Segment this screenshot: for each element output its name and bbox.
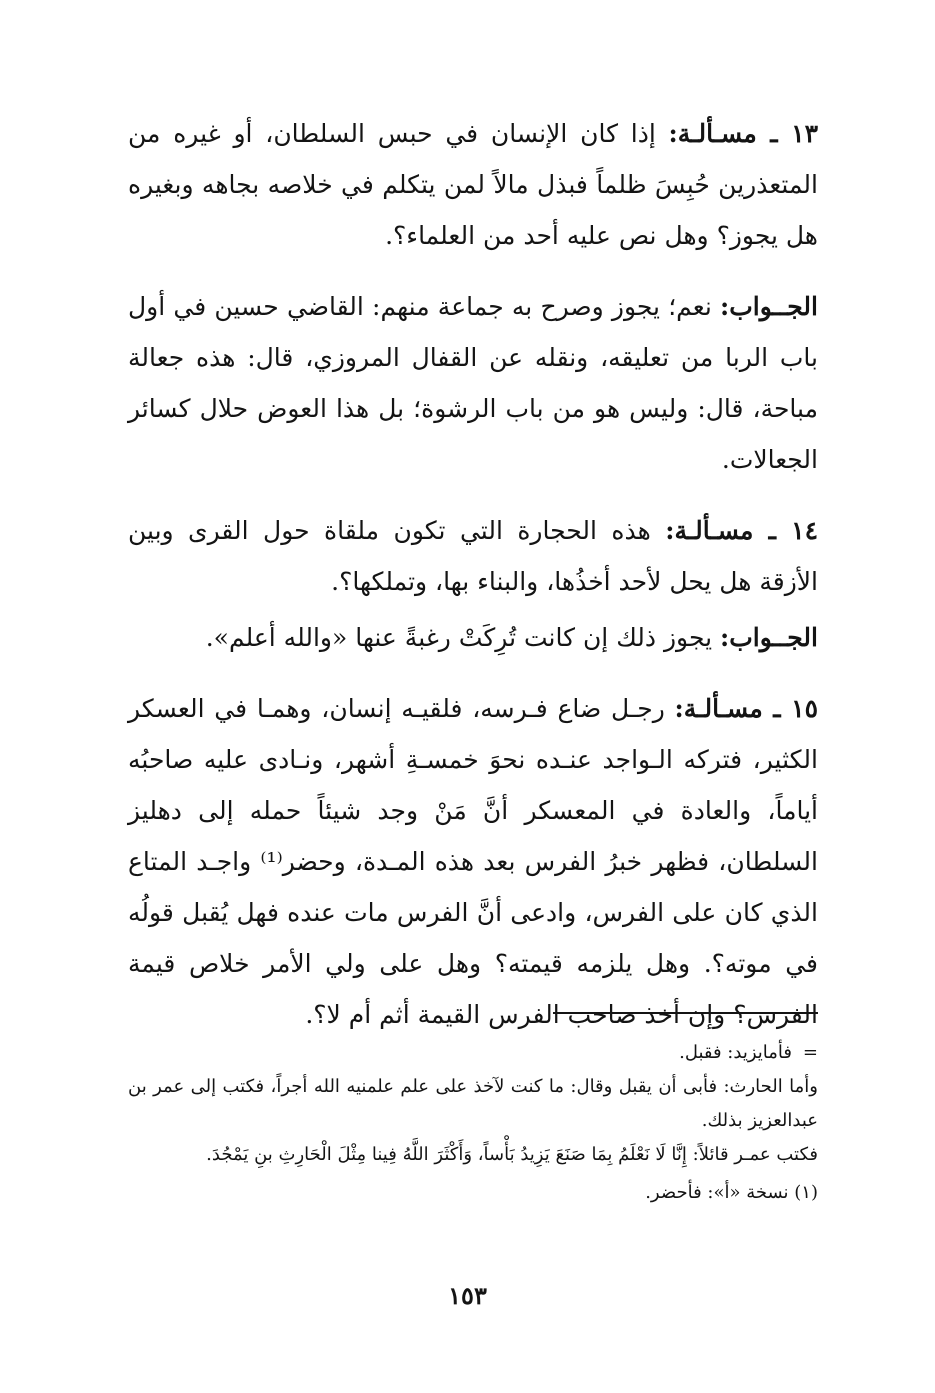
answer-13-heading: الجــواب:: [720, 292, 818, 321]
question-13-text: إذا كان الإنسان في حبس السلطان، أو غيره من المتعذرين حُبِسَ ظلماً فبذل مالاً لمن يتكلم في خلاصه بجاهه وبغيره هل يجوز؟ وهل نص عليه أحد من العلماء؟.: [128, 119, 818, 250]
footnote-continuation: [128, 1036, 818, 1070]
footnote-divider: [553, 1012, 818, 1014]
question-14-heading: ١٤ ـ مسـألـة:: [665, 516, 818, 545]
question-13: [128, 108, 818, 261]
question-14: [128, 505, 818, 607]
answer-13-text: نعم؛ يجوز وصرح به جماعة منهم: القاضي حسين في أول باب الربا من تعليقه، ونقله عن القفال المروزي، قال: هذه جعالة مباحة، قال: وليس هو من باب الرشوة؛ بل هذا العوض حلال كسائر الجعالات.: [128, 292, 818, 474]
footnote-line: وأما الحارث: فأبى أن يقبل وقال: ما كنت لآخذ على علم علمنيه الله أجراً، فكتب إلى عمر بن عبدالعزيز بذلك.: [128, 1076, 818, 1131]
footnotes: [128, 1036, 818, 1210]
main-text: [128, 108, 818, 1040]
question-14-text: هذه الحجارة التي تكون ملقاة حول القرى وبين الأزقة هل يحل لأحد أخذُها، والبناء بها، وتملكها؟.: [128, 516, 818, 596]
footnote-line: فكتب عمـر قائلاً: إِنَّا لَا نَعْلَمُ بِمَا صَنَعَ يَزِيدُ بَأْساً، وَأَكْثَرَ اللَّهُ فِينا مِثْلَ الْحَارِثِ بنِ يَمْجُدَ.: [206, 1144, 818, 1165]
page-number: ١٥٣: [448, 1281, 487, 1310]
question-15-text: رجـل ضاع فـرسه، فلقيـه إنسان، وهمـا في العسكر الكثير، فتركه الـواجد عنـده نحوَ خمسـةِ أشهر، ونـادى عليه صاحبُه أياماً، والعادة في المعسكر أنَّ مَنْ وجد شيئاً حمله إلى دهليز السلطان، فظهر خبرُ الفرس بعد هذه المـدة، وحضر⁽¹⁾ واجـد المتاع الذي كان على الفرس، وادعى أنَّ الفرس مات عنده فهل يُقبل قولُه في موته؟. وهل يلزمه قيمته؟ وهل على ولي الأمر خلاص قيمة الفرس؟ وإن أخذ صاحب الفرس القيمة أثم أم لا؟.: [128, 694, 818, 1029]
answer-14: [128, 612, 818, 663]
question-15-heading: ١٥ ـ مسـألـة:: [674, 694, 818, 723]
footnote-line: فأمايزيد: فقبل.: [679, 1042, 792, 1063]
answer-14-heading: الجــواب:: [720, 623, 818, 652]
continuation-marker: =: [802, 1042, 818, 1063]
answer-14-text: يجوز ذلك إن كانت تُرِكَتْ رغبةً عنها «والله أعلم».: [205, 623, 721, 652]
answer-13: [128, 281, 818, 485]
question-13-heading: ١٣ ـ مسـألـة:: [668, 119, 818, 148]
footnote-1: (١) نسخة «أ»: فأحضر.: [645, 1182, 818, 1203]
question-15: [128, 683, 818, 1040]
